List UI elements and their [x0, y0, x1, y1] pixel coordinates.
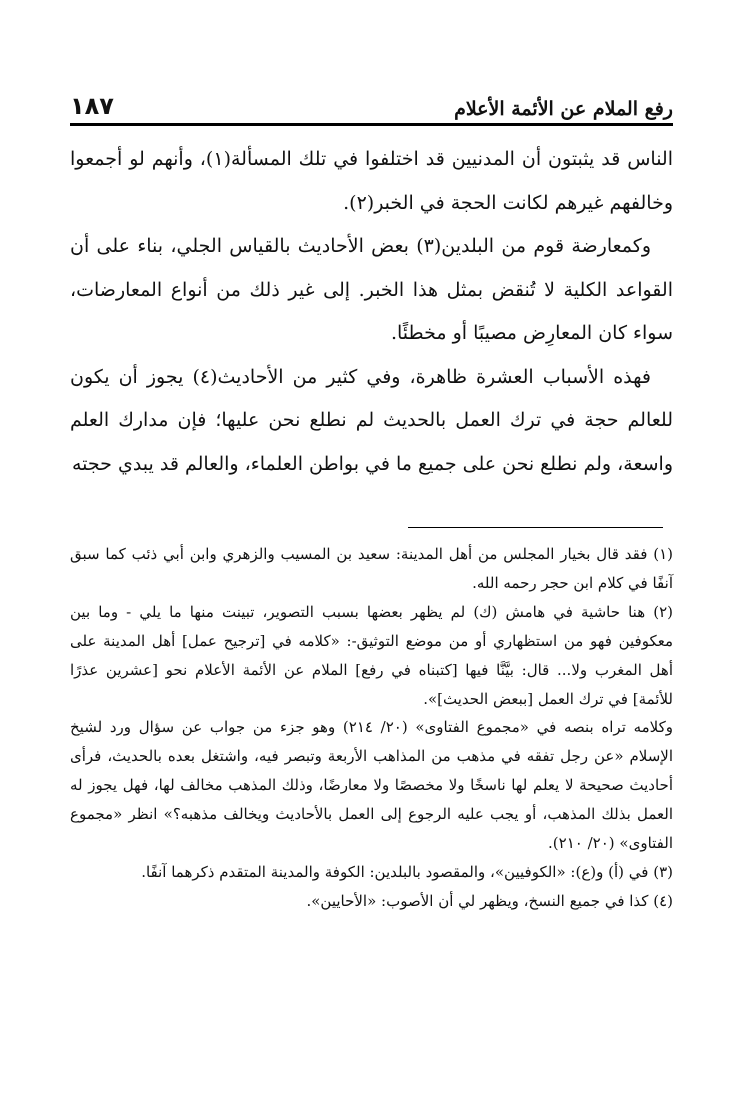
running-title: رفع الملام عن الأئمة الأعلام	[454, 98, 673, 120]
footnotes	[70, 540, 673, 916]
footnote-separator	[408, 527, 663, 528]
paragraph: وكمعارضة قوم من البلدين(٣) بعض الأحاديث بالقياس الجلي، بناء على أن القواعد الكلية لا تُنقض بمثل هذا الخبر. إلى غير ذلك من أنواع المعارضات، سواء كان المعارِض مصيبًا أو مخطئًا.	[70, 235, 673, 344]
footnote-4: (٤) كذا في جميع النسخ، ويظهر لي أن الأصوب: «الأحايين».	[306, 891, 673, 910]
page-header	[70, 86, 673, 120]
footnote-2: (٢) هنا حاشية في هامش (ك) لم يظهر بعضها بسبب التصوير، تبينت منها ما يلي - وما بين معكوفين فهو من استظهاري أو من موضع التوثيق-: «كلامه في [ترجيح عمل] أهل المدينة على أهل المغرب ولا... قال: بيَّنَّا فيها [كتبناه في رفع] الملام عن الأئمة الأعلام نحو [عشرين عذرًا للأئمة] في ترك العمل [ببعض الحديث]».	[70, 602, 673, 708]
footnote-2-continuation: وكلامه تراه بنصه في «مجموع الفتاوى» (٢٠/ ٢١٤) وهو جزء من جواب عن سؤال ورد لشيخ الإسلام «عن رجل تفقه في مذهب من المذاهب الأربعة وتبصر فيه، واشتغل بعده بالحديث، فرأى أحاديث صحيحة لا يعلم لها ناسخًا ولا مخصصًا ولا معارضًا، وذلك المذهب مخالف لها، فهل يجوز له العمل بذلك المذهب، أو يجب عليه الرجوع إلى العمل بالأحاديث ويخالف مذهبه؟» انظر «مجموع الفتاوى» (٢٠/ ٢١٠).	[70, 718, 673, 853]
main-text	[70, 138, 673, 486]
header-rule	[70, 123, 673, 126]
footnote-1: (١) فقد قال بخيار المجلس من أهل المدينة: سعيد بن المسيب والزهري وابن أبي ذئب كما سبق آنفًا في كلام ابن حجر رحمه الله.	[70, 545, 673, 592]
paragraph: فهذه الأسباب العشرة ظاهرة، وفي كثير من الأحاديث(٤) يجوز أن يكون للعالم حجة في ترك العمل بالحديث لم نطلع نحن عليها؛ فإن مدارك العلم واسعة، ولم نطلع نحن على جميع ما في بواطن العلماء، والعالم قد يبدي حجته	[70, 365, 673, 475]
page-number: ١٨٧	[70, 92, 114, 120]
paragraph: الناس قد يثبتون أن المدنيين قد اختلفوا في تلك المسألة(١)، وأنهم لو أجمعوا وخالفهم غيرهم لكانت الحجة في الخبر(٢).	[70, 148, 673, 214]
footnote-3: (٣) في (أ) و(ع): «الكوفيين»، والمقصود بالبلدين: الكوفة والمدينة المتقدم ذكرهما آنفًا.	[141, 862, 673, 881]
